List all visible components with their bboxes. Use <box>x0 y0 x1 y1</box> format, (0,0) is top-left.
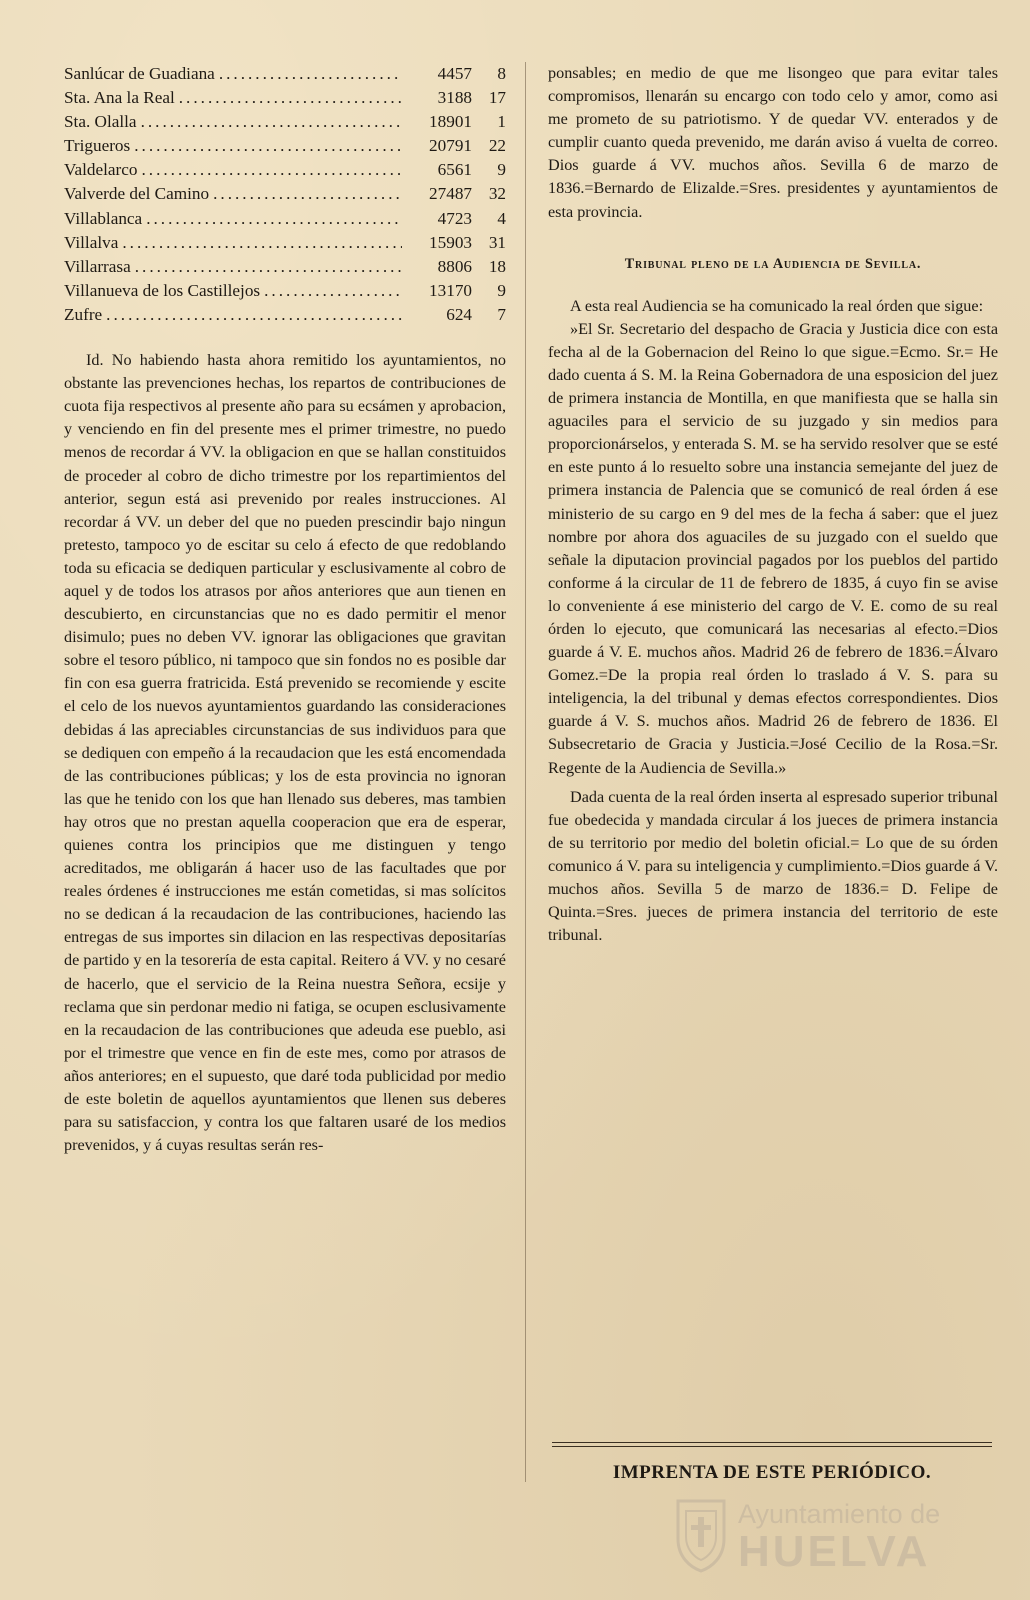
town-row <box>64 207 506 231</box>
archive-watermark <box>638 1495 968 1579</box>
town-row <box>64 182 506 206</box>
imprint-line: IMPRENTA DE ESTE PERIÓDICO. <box>612 1462 932 1483</box>
rule-lower <box>552 1446 992 1447</box>
rule-upper <box>552 1442 992 1443</box>
town-population: 20791 <box>429 136 472 156</box>
leader-dots <box>106 303 402 327</box>
town-row <box>64 255 506 279</box>
town-name: Zufre <box>64 304 103 324</box>
town-row <box>64 303 506 327</box>
circular-text: Id. No habiendo hasta ahora remitido los ayuntamientos, no obstante las prevenciones hechas, los repartos de contribuciones de cuota fija respectivos al presente año para su ecsámen y aprobacion, y venciendo en fin del presente mes el primer trimestre, no puedo menos de recordar á VV. la obligacion en que se hallan constituidos de proceder al cobro de dicho trimestre por los repartimientos del anterior, segun está asi prevenido por reales instrucciones. Al recordar á VV. un deber del que no pueden prescindir bajo ningun pretesto, tampoco yo de escitar su celo á efecto de que redoblando toda su eficacia se dediquen particular y esclusivamente al cobro de aquel y de todos los atrasos por años anteriores que aun tienen en descubierto, en circunstancias que no es dado permitir el menor disimulo; pues no deben VV. ignorar las obligaciones que gravitan sobre el tesoro público, ni tampoco que sin fondos no es posible dar fin con esa guerra fratricida. Está prevenido se recomiende y escite el celo de los nuevos ayuntamientos guardando las consideraciones debidas á las apreciables circunstancias de sus individuos para que se dediquen con empeño á la recaudacion que les está encomendada de las contribuciones públicas; y los de esta provincia no ignoran las que he tenido con los que han llenado sus deberes, mas tambien hay otros que no prestan aquella cooperacion que era de esperar, quienes contra los principios que me distinguen y tengo acreditados, me obligarán á hacer uso de las facultades que por reales órdenes é instrucciones me están cometidas, si mas solícitos no se dedican á la recaudacion de las contribuciones, haciendo las entregas de sus importes sin dilacion en las respectivas depositarías de partido y en la tesorería de esta capital. Reitero á VV. y no cesaré de hacerlo, que el servicio de la Reina nuestra Señora, ecsije y reclama que sin perdonar medio ni fatiga, se ocupen esclusivamente en la recaudacion de las contribuciones que adeuda ese pueblo, asi por el trimestre que vence en fin de este mes, como por atrasos de años anteriores; en el supuesto, que daré toda publicidad por medio de este boletin de aquellos ayuntamientos que llenen sus deberes para su satisfaccion, y contra los que faltaren usaré de los medios prevenidos, y á cuyas resultas serán res- <box>64 351 506 1155</box>
leader-dots <box>213 182 402 206</box>
town-population: 6561 <box>437 160 472 180</box>
audiencia-intro: A esta real Audiencia se ha comunicado la real órden que sigue: <box>570 296 984 315</box>
town-population: 8806 <box>437 256 472 276</box>
watermark-line1: Ayuntamiento de <box>738 1499 941 1529</box>
town-row <box>64 231 506 255</box>
right-column <box>548 62 998 947</box>
town-row <box>64 279 506 303</box>
coat-of-arms-icon <box>674 1495 728 1573</box>
town-figure: 7 <box>497 304 506 324</box>
leader-dots <box>122 231 402 255</box>
town-row <box>64 62 506 86</box>
town-name: Valverde del Camino <box>64 184 210 204</box>
town-figure: 17 <box>488 88 506 108</box>
town-figure: 9 <box>497 280 506 300</box>
town-population: 624 <box>446 304 472 324</box>
town-population: 3188 <box>437 88 472 108</box>
town-name: Sanlúcar de Guadiana <box>64 64 215 83</box>
audiencia-conclusion: Dada cuenta de la real órden inserta al espresado superior tribunal fue obedecida y mandada circular á los jueces de primera instancia de su territorio por medio del boletin oficial.= Lo que de su órden comunico á V. para su inteligencia y cumplimiento.=Dios guarde á V. muchos años. Sevilla 5 de marzo de 1836.= D. Felipe de Quinta.=Sres. jueces de primera instancia del territorio de este tribunal. <box>548 787 998 945</box>
town-row <box>64 158 506 182</box>
town-population: 27487 <box>429 184 472 204</box>
town-name: Valdelarco <box>64 160 138 180</box>
leader-dots <box>179 86 402 110</box>
leader-dots <box>135 255 402 279</box>
left-column <box>64 62 506 1157</box>
town-population: 15903 <box>429 232 472 252</box>
town-name: Sta. Olalla <box>64 112 137 132</box>
town-figure: 8 <box>497 64 506 83</box>
town-name: Villablanca <box>64 208 143 228</box>
section-title: Tribunal pleno de la Audiencia de Sevilla. <box>624 255 922 272</box>
leader-dots <box>146 207 402 231</box>
town-figure: 4 <box>497 208 506 228</box>
town-name: Villanueva de los Castillejos <box>64 280 261 300</box>
column-divider <box>525 62 526 1482</box>
watermark-line2: HUELVA <box>738 1527 931 1576</box>
circular-continuation: ponsables; en medio de que me lisongeo que para evitar tales compromisos, llenarán su encargo con todo celo y amor, como asi me prometo de su patriotismo. Y de quedar VV. enterados y de cumplir cuanto queda prevenido, me darán aviso á vuelta de correo. Dios guarde á VV. muchos años. Sevilla 6 de marzo de 1836.=Bernardo de Elizalde.=Sres. presidentes y ayuntamientos de esta provincia. <box>548 64 998 221</box>
leader-dots <box>141 158 402 182</box>
town-population: 4457 <box>437 64 472 83</box>
leader-dots <box>264 279 402 303</box>
town-name: Trigueros <box>64 136 131 156</box>
town-figure: 18 <box>488 256 506 276</box>
royal-order-text: »El Sr. Secretario del despacho de Gracia y Justicia dice con esta fecha al de la Gobernacion del Reino lo que sigue.=Ecmo. Sr.= He dado cuenta á S. M. la Reina Gobernadora de una esposicion del juez de primera instancia de Montilla, en que manifiesta que se halla sin aguaciles para el servicio de su juzgado y sin medios para proporcionárselos, y enterada S. M. se ha servido resolver que se esté en este punto á lo resuelto sobre una instancia semejante del juez de primera instancia de Palencia que se comunicó de real órden á ese ministerio de su cargo en 9 del mes de la fecha á saber: que el juez nombre por ahora dos aguaciles de su juzgado con el sueldo que señale la diputacion provincial pagados por los pueblos del partido conforme á la circular de 11 de febrero de 1835, á cuyo fin se avise lo conveniente á ese ministerio del cargo de V. E. como de su real órden lo ejecuto, que comunicará las necesarias al efecto.=Dios guarde á V. E. muchos años. Madrid 26 de febrero de 1836.=Álvaro Gomez.=De la propia real órden lo traslado á V. S. para su inteligencia, la del tribunal y demas efectos correspondientes. Dios guarde á V. S. muchos años. Madrid 26 de febrero de 1836. El Subsecretario de Gracia y Justicia.=José Cecilio de la Rosa.=Sr. Regente de la Audiencia de Sevilla.» <box>548 319 998 777</box>
town-figure: 31 <box>488 232 506 252</box>
town-name: Sta. Ana la Real <box>64 88 175 108</box>
town-population: 13170 <box>429 280 472 300</box>
leader-dots <box>141 110 402 134</box>
town-list <box>64 62 506 327</box>
town-figure: 32 <box>488 184 506 204</box>
town-row <box>64 134 506 158</box>
town-row <box>64 86 506 110</box>
town-population: 4723 <box>437 208 472 228</box>
leader-dots <box>134 134 402 158</box>
town-figure: 22 <box>488 136 506 156</box>
leader-dots <box>219 62 402 86</box>
town-figure: 9 <box>497 160 506 180</box>
town-figure: 1 <box>497 112 506 132</box>
town-name: Villarrasa <box>64 256 131 276</box>
town-row <box>64 110 506 134</box>
town-population: 18901 <box>429 112 472 132</box>
town-name: Villalva <box>64 232 119 252</box>
